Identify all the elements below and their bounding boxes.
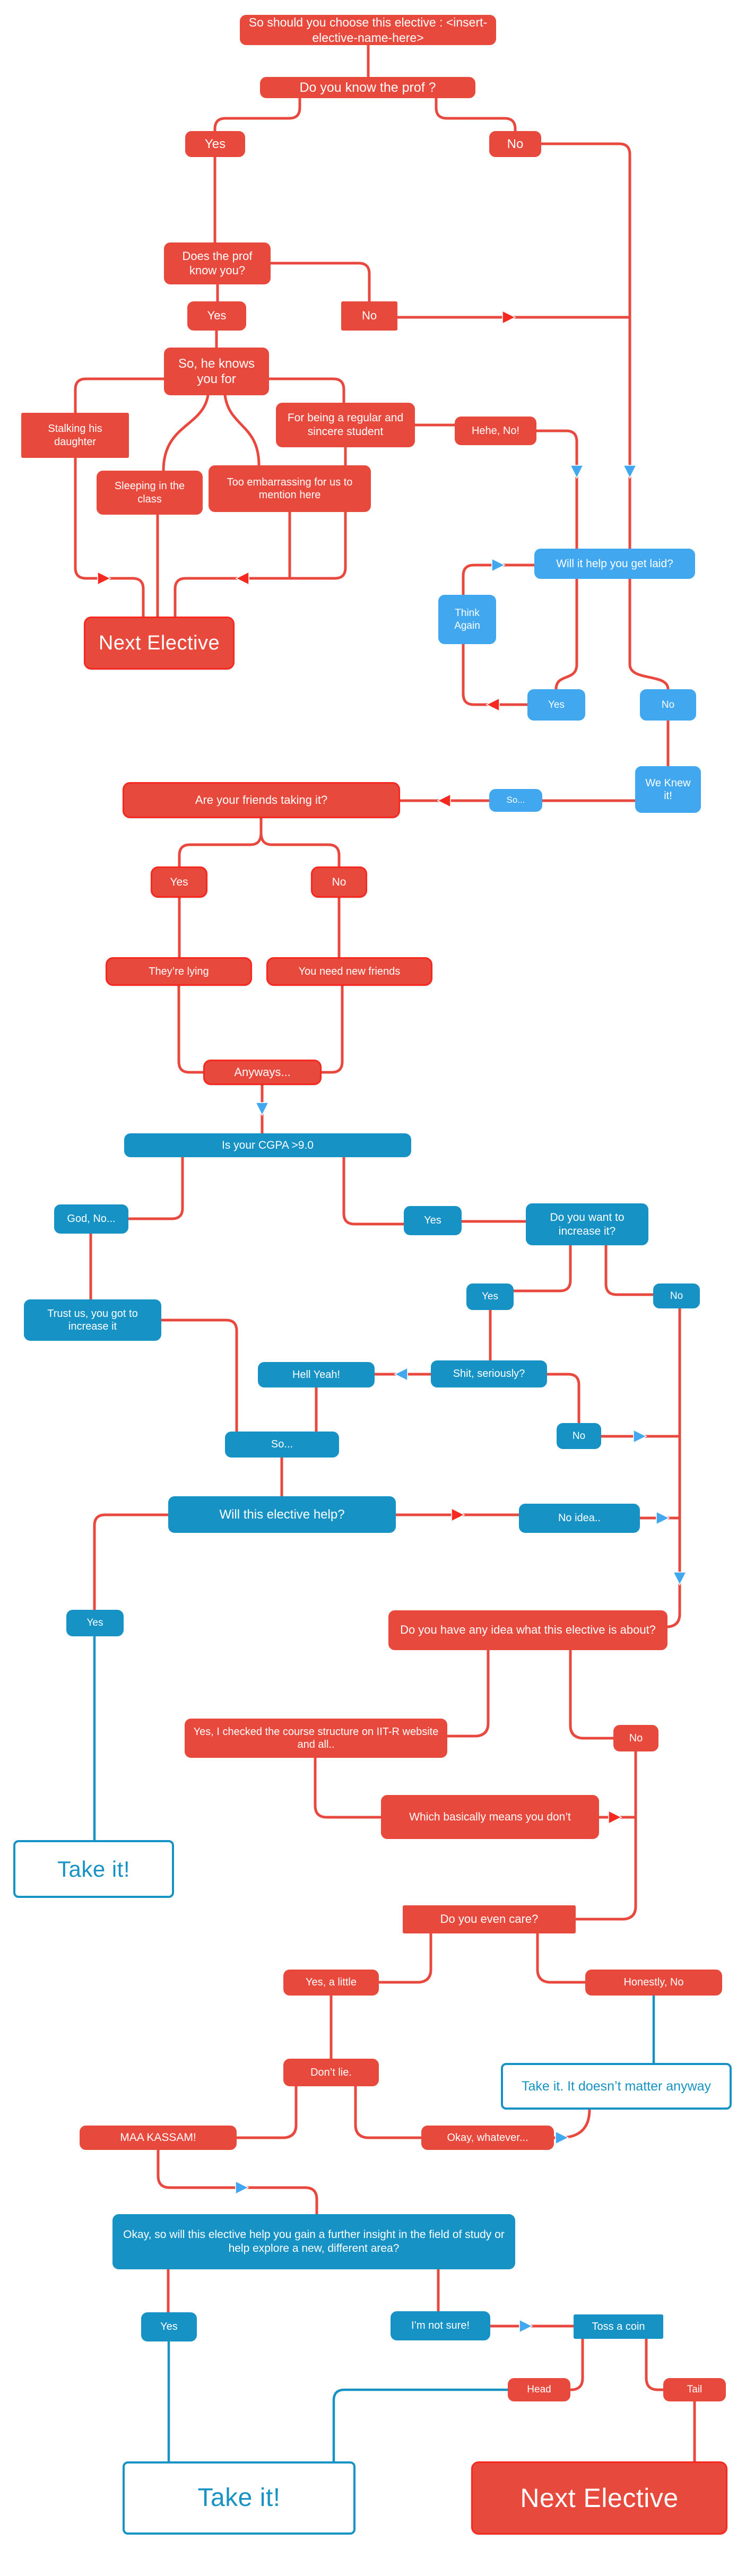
- edge: [379, 1933, 431, 1982]
- node-knows-you-for: So, he knows you for: [164, 348, 269, 395]
- arrowhead-down: [673, 1572, 686, 1585]
- edge: [436, 96, 515, 131]
- edge: [571, 2339, 583, 2390]
- node-anyways: Anyways...: [203, 1060, 322, 1085]
- edge: [556, 579, 577, 689]
- arrowhead-down: [623, 465, 636, 478]
- node-honestly-no: Honestly, No: [585, 1970, 722, 1996]
- node-no-prof-knows: No: [341, 301, 397, 331]
- node-no-seriously: No: [557, 1423, 601, 1449]
- node-so-2: So...: [225, 1432, 339, 1458]
- node-no-increase: No: [653, 1283, 700, 1308]
- node-take-it-2: Take it!: [123, 2461, 356, 2535]
- node-no-know-prof: No: [489, 131, 541, 157]
- node-regular-sincere: For being a regular and sincere student: [276, 403, 415, 447]
- edge: [447, 1650, 488, 1736]
- arrowhead-right: [452, 1508, 464, 1521]
- arrowhead-down: [570, 465, 583, 478]
- node-yes-final: Yes: [141, 2312, 197, 2341]
- node-trust-us-increase: Trust us, you got to increase it: [24, 1299, 161, 1341]
- edge: [163, 395, 208, 471]
- node-want-increase: Do you want to increase it?: [526, 1203, 648, 1245]
- edge: [269, 379, 344, 403]
- node-help-get-laid: Will it help you get laid?: [534, 549, 695, 579]
- edge: [179, 818, 261, 866]
- node-tail: Tail: [663, 2378, 726, 2401]
- edge: [75, 379, 164, 413]
- arrowhead-right: [492, 559, 505, 571]
- node-take-it-doesnt-matter: Take it. It doesn’t matter anyway: [501, 2063, 732, 2110]
- node-theyre-lying: They’re lying: [106, 957, 252, 986]
- arrowhead-right: [98, 572, 110, 585]
- edge: [94, 1515, 168, 1610]
- edge: [606, 1245, 653, 1295]
- node-stalking-daughter: Stalking his daughter: [21, 413, 129, 458]
- node-even-care: Do you even care?: [403, 1905, 576, 1933]
- edge: [315, 1758, 381, 1817]
- edge: [356, 2086, 421, 2138]
- node-toss-a-coin: Toss a coin: [574, 2314, 663, 2339]
- edge: [344, 1157, 404, 1224]
- node-sleeping-in-class: Sleeping in the class: [97, 471, 203, 515]
- red-arrowheads: [98, 311, 621, 1824]
- node-checked-structure: Yes, I checked the course structure on IIT-R website and all..: [185, 1719, 447, 1758]
- edge: [179, 986, 203, 1072]
- node-god-no: God, No...: [54, 1204, 128, 1234]
- node-no-idea: No idea..: [519, 1504, 640, 1533]
- edge: [261, 833, 339, 866]
- node-start: So should you choose this elective : <insert-elective-name-here>: [240, 15, 496, 45]
- edge: [537, 1933, 585, 1982]
- node-think-again: Think Again: [438, 595, 496, 644]
- node-next-elective-1: Next Elective: [84, 617, 235, 670]
- arrowhead-left: [487, 698, 499, 711]
- node-dont-lie: Don’t lie.: [283, 2059, 379, 2086]
- arrowhead-right: [609, 1811, 621, 1824]
- edge: [237, 2086, 296, 2138]
- node-no-idea-about: No: [613, 1725, 658, 1751]
- blue-arrowheads: [236, 465, 686, 2332]
- edge: [128, 1157, 183, 1219]
- node-does-prof-know: Does the prof know you?: [164, 242, 271, 284]
- node-yes-cgpa: Yes: [404, 1206, 462, 1235]
- edge: [646, 2339, 663, 2390]
- edge: [271, 263, 369, 301]
- arrowhead-left: [438, 794, 450, 807]
- edge: [463, 644, 527, 705]
- node-know-prof: Do you know the prof ?: [260, 77, 475, 98]
- edge: [541, 144, 630, 549]
- node-insight-question: Okay, so will this elective help you gain a further insight in the field of study or help explore a new, different area?: [112, 2214, 515, 2269]
- edge: [161, 1320, 237, 1432]
- node-shit-seriously: Shit, seriously?: [431, 1360, 547, 1387]
- node-yes-increase: Yes: [466, 1283, 514, 1310]
- edge: [570, 1650, 613, 1738]
- node-yes-friends: Yes: [151, 866, 207, 898]
- arrowhead-right: [236, 2181, 248, 2194]
- node-which-means: Which basically means you don’t: [381, 1795, 599, 1839]
- node-yes-laid: Yes: [527, 689, 585, 721]
- node-head: Head: [508, 2378, 570, 2401]
- arrowhead-left: [236, 572, 249, 585]
- node-hehe-no: Hehe, No!: [455, 417, 536, 445]
- node-friends-taking: Are your friends taking it?: [123, 782, 400, 818]
- node-take-it-1: Take it!: [13, 1840, 174, 1898]
- node-okay-whatever: Okay, whatever...: [421, 2126, 554, 2150]
- node-yes-will-help: Yes: [66, 1610, 124, 1636]
- node-we-knew-it: We Knew it!: [635, 766, 701, 813]
- arrowhead-down: [256, 1103, 268, 1115]
- node-idea-what-about: Do you have any idea what this elective is about?: [388, 1610, 667, 1650]
- node-maa-kassam: MAA KASSAM!: [80, 2126, 237, 2150]
- node-will-elective-help: Will this elective help?: [168, 1496, 396, 1533]
- node-need-new-friends: You need new friends: [266, 957, 432, 986]
- node-yes-a-little: Yes, a little: [283, 1970, 379, 1996]
- node-no-laid: No: [640, 689, 696, 721]
- arrowhead-right: [502, 311, 515, 324]
- edge: [463, 565, 534, 595]
- node-so-1: So...: [489, 789, 542, 812]
- edge: [547, 1374, 579, 1423]
- arrowhead-right: [519, 2320, 532, 2332]
- edge: [536, 431, 577, 549]
- node-cgpa-question: Is your CGPA >9.0: [124, 1133, 411, 1157]
- arrowhead-right: [556, 2131, 568, 2144]
- edge: [322, 986, 342, 1072]
- edge: [334, 2390, 508, 2461]
- node-hell-yeah: Hell Yeah!: [258, 1362, 375, 1387]
- edge: [215, 96, 300, 131]
- arrowhead-right: [634, 1430, 646, 1443]
- node-yes-know-prof: Yes: [185, 131, 245, 157]
- arrowhead-left: [395, 1368, 407, 1381]
- edge: [514, 1245, 570, 1291]
- edge: [630, 579, 668, 689]
- node-next-elective-2: Next Elective: [471, 2461, 727, 2535]
- arrowhead-right: [656, 1512, 669, 1524]
- node-im-not-sure: I’m not sure!: [391, 2311, 490, 2340]
- node-yes-prof-knows: Yes: [187, 301, 246, 331]
- node-too-embarrassing: Too embarrassing for us to mention here: [209, 465, 371, 512]
- node-no-friends: No: [311, 866, 367, 898]
- edge: [225, 395, 259, 465]
